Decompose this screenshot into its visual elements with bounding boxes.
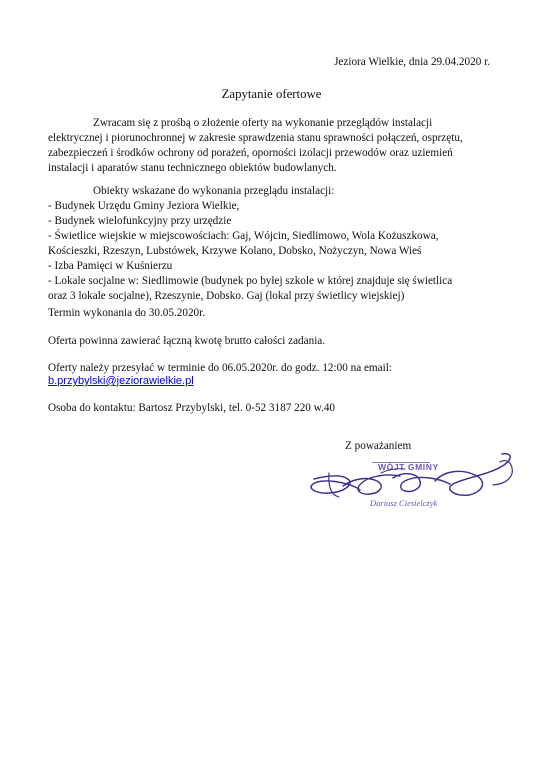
submission-text: Oferty należy przesyłać w terminie do 06.05.2020r. do godz. 12:00 na email: [48,362,392,374]
objects-list [48,184,503,304]
list-item: - Budynek wielofunkcyjny przy urzędzie [48,215,232,227]
objects-heading: Obiekty wskazane do wykonania przeglądu instalacji: [93,185,335,197]
list-item: - Świetlice wiejskie w miejscowościach: Gaj, Wójcin, Siedlimowo, Wola Kożuszkowa, [48,230,439,242]
intro-paragraph [48,116,503,176]
intro-line: Zwracam się z prośbą o złożenie oferty na wykonanie przeglądów instalacji [93,117,433,129]
handwritten-signature [295,450,520,520]
stamp-title: WÓJT GMINY [378,462,439,472]
list-item: - Lokale socjalne w: Siedlimowie (budynek po byłej szkole w której znajduje się świetlica [48,275,453,287]
deadline-text: Termin wykonania do 30.05.2020r. [48,307,206,319]
intro-line: zabezpieczeń i środków ochrony od porażeń, oporności izolacji przewodów oraz uziemień [48,147,453,159]
list-item-continuation: Kościeszki, Rzeszyn, Lubstówek, Krzywe Kolano, Dobsko, Nożyczyn, Nowa Wieś [48,245,422,257]
stamp-name: Dariusz Ciesielczyk [370,498,438,508]
page-title: Zapytanie ofertowe [221,87,322,101]
email-link[interactable]: b.przybylski@jeziorawielkie.pl [48,375,194,387]
list-item-continuation: oraz 3 lokale socjalne), Rzeszynie, Dobsko. Gaj (lokal przy świetlicy wiejskiej) [48,290,405,302]
document-date: Jeziora Wielkie, dnia 29.04.2020 r. [334,56,490,68]
list-item: - Izba Pamięci w Kuśnierzu [48,260,173,272]
contact-text: Osoba do kontaktu: Bartosz Przybylski, tel. 0-52 3187 220 w.40 [48,402,336,414]
intro-line: instalacji i aparatów stanu technicznego obiektów budowlanych. [48,162,337,174]
closing-text: Z poważaniem [345,440,412,452]
intro-line: elektrycznej i piorunochronnej w zakresie sprawdzenia stanu sprawności połączeń, osprzętu, [48,132,463,144]
offer-requirement-text: Oferta powinna zawierać łączną kwotę brutto całości zadania. [48,335,326,347]
list-item: - Budynek Urzędu Gminy Jeziora Wielkie, [48,200,240,212]
